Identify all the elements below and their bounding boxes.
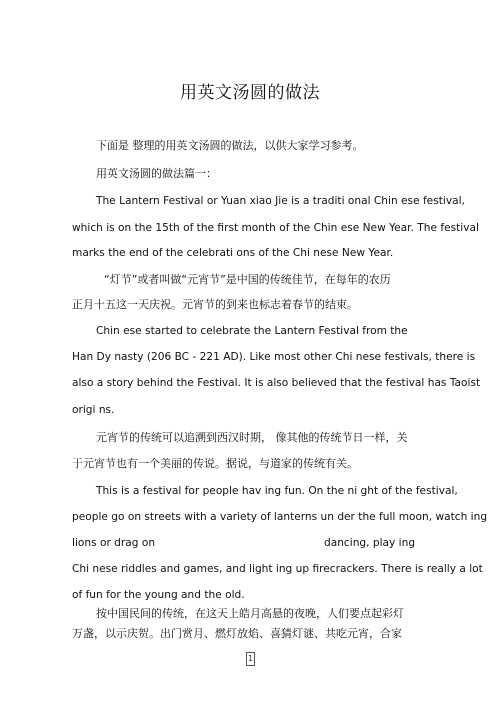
page-number: 1 [246,652,255,666]
text-line: “灯节”或者叫做“元宵节”是中国的传统佳节，在每年的农历 [104,273,391,286]
text-line: which is on the 15th of the first month of the Chin ese New Year. The festival [72,222,479,234]
text-line: lions or drag on [72,537,156,549]
text-line: also a story behind the Festival. It is also believed that the festival has Taoist [72,377,481,389]
text-line: 正月十五这一天庆祝。元宵节的到来也标志着春节的结束。 [72,298,358,311]
text-line: The Lantern Festival or Yuan xiao Jie is a traditi onal Chin ese festival, [96,195,465,207]
text-line: Han Dy nasty (206 BC - 221 AD). Like most other Chi nese festivals, there is [72,351,476,363]
text-line: people go on streets with a variety of lanterns un der the full moon, watch ing [72,511,488,523]
text-line: of fun for the young and the old. [72,589,245,601]
text-line: 万盏，以示庆贺。出门赏月、燃灯放焰、喜猜灯谜、共吃元宵，合家 [72,627,402,640]
text-line: 元宵节的传统可以追溯到西汉时期， 像其他的传统节日一样，关 [96,431,408,444]
text-line: dancing, play ing [324,537,416,549]
text-line: 于元宵节也有一个美丽的传说。据说，与道家的传统有关。 [72,457,358,470]
text-line: marks the end of the celebrati ons of the Chi nese New Year. [72,247,394,259]
text-line: This is a festival for people hav ing fun. On the ni ght of the festival, [96,485,458,497]
text-line: 下面是 整理的用英文汤圆的做法，以供大家学习参考。 [96,139,364,152]
text-line: 按中国民间的传统，在这天上皓月高悬的夜晚，人们要点起彩灯 [96,607,404,620]
text-line: Chi nese riddles and games, and light ing up firecrackers. There is really a lot [72,563,483,575]
text-line: origi ns. [72,404,115,416]
text-line: Chin ese started to celebrate the Lantern Festival from the [96,325,408,337]
text-line: 用英文汤圆的做法篇一： [96,167,217,180]
document-title: 用英文汤圆的做法 [180,83,320,103]
